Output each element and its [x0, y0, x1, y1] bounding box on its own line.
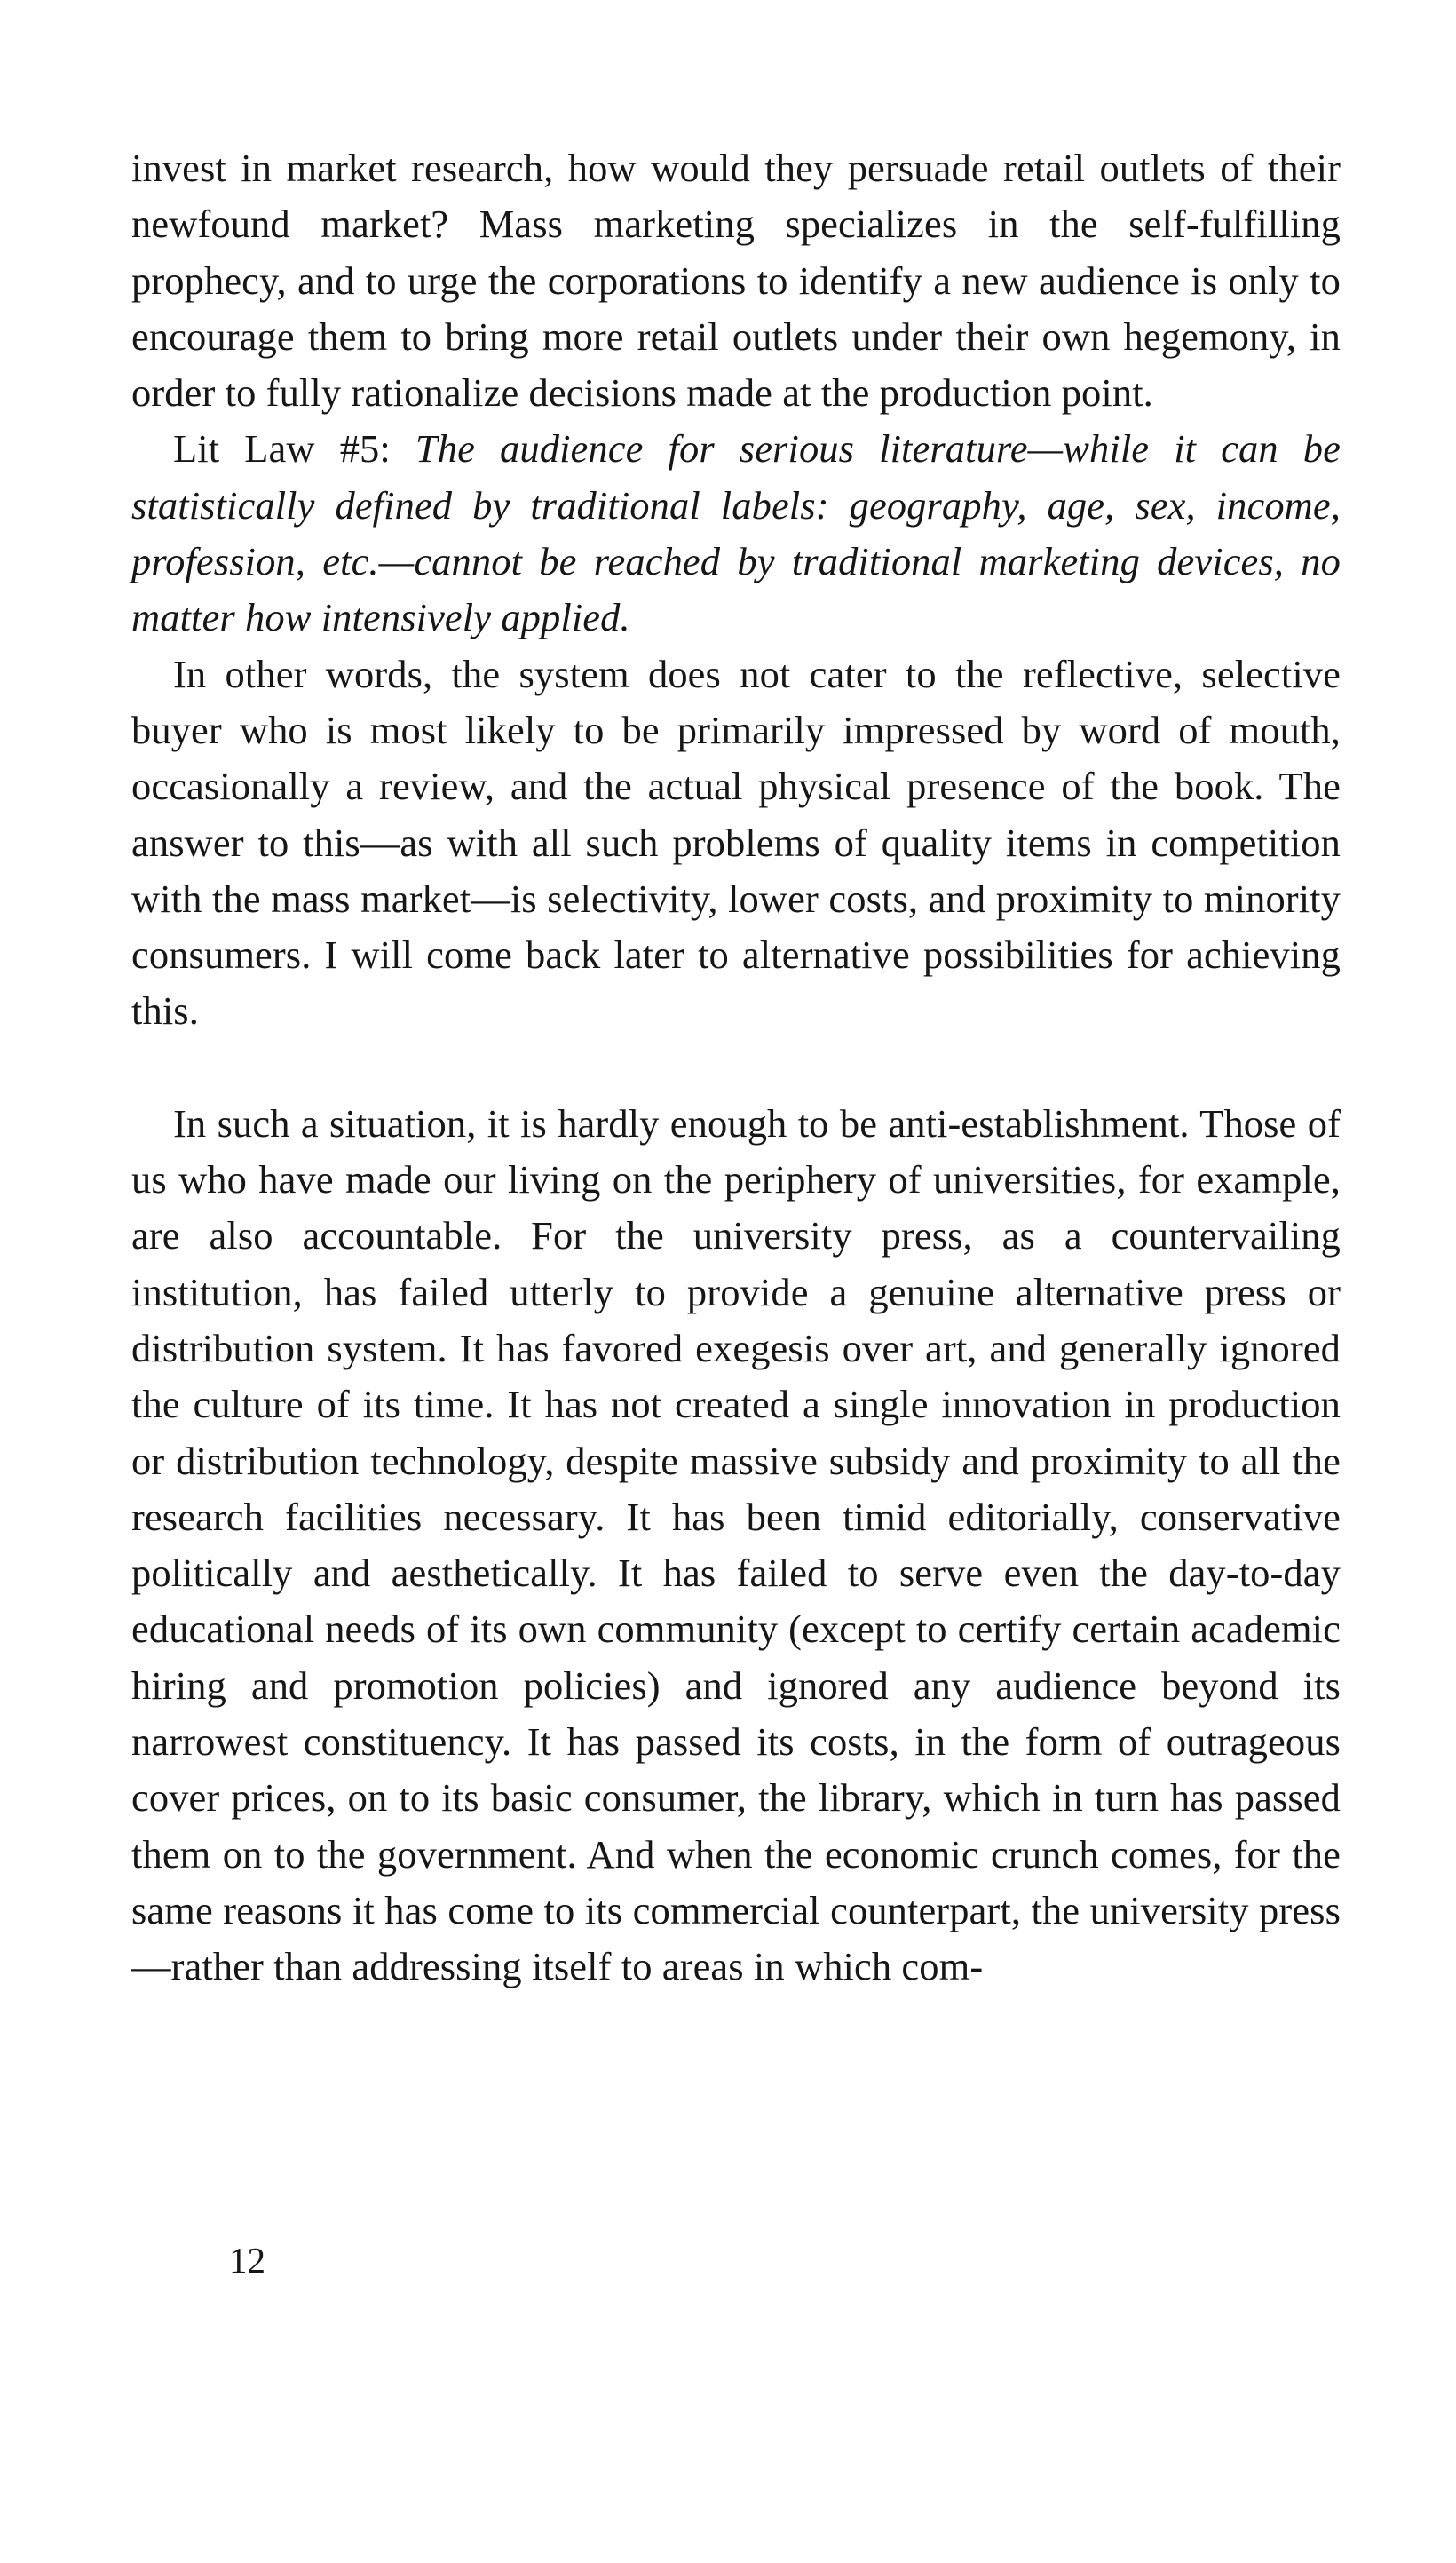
lit-law-statement: The audience for serious literature—while it can be statistically defined by traditional labels: geography, age, sex, income, profession, etc.—cannot be reached by traditional marketing devices, no matter how intensively applied.	[131, 426, 1341, 640]
body-text	[131, 140, 1341, 1996]
paragraph-continuation: invest in market research, how would they persuade retail outlets of their newfound market? Mass marketing specializes in the self-fulfilling prophecy, and to urge the corporations to identify a new audience is only to encourage them to bring more retail outlets under their own hegemony, in order to fully rationalize decisions made at the production point.	[131, 146, 1341, 416]
paragraph-lit-law-5	[131, 421, 1341, 646]
paragraph-university-press: In such a situation, it is hardly enough to be anti-establishment. Those of us who have made our living on the periphery of universities, for example, are also accountable. For the university press, as a countervailing institution, has failed utterly to provide a genuine alternative press or distribution system. It has favored exegesis over art, and generally ignored the culture of its time. It has not created a single innovation in production or distribution technology, despite massive subsidy and proximity to all the research facilities necessary. It has been timid editorially, conservative politically and aesthetically. It has failed to serve even the day-to-day educational needs of its own community (except to certify certain academic hiring and promotion policies) and ignored any audience beyond its narrowest constituency. It has passed its costs, in the form of outrageous cover prices, on to its basic consumer, the library, which in turn has passed them on to the government. And when the economic crunch comes, for the same reasons it has come to its commercial counterpart, the university press—rather than addressing itself to areas in which com-	[131, 1100, 1341, 1989]
section-break	[131, 1040, 1341, 1096]
page-number: 12	[229, 2240, 265, 2281]
lit-law-label: Lit Law #5:	[173, 426, 415, 472]
paragraph-other-words: In other words, the system does not cater to the reflective, selective buyer who is most likely to be primarily impressed by word of mouth, occasionally a review, and the actual physical presence of the book. The answer to this—as with all such problems of quality items in competition with the mass market—is selectivity, lower costs, and proximity to minority consumers. I will come back later to alternative possibilities for achieving this.	[131, 651, 1341, 1034]
